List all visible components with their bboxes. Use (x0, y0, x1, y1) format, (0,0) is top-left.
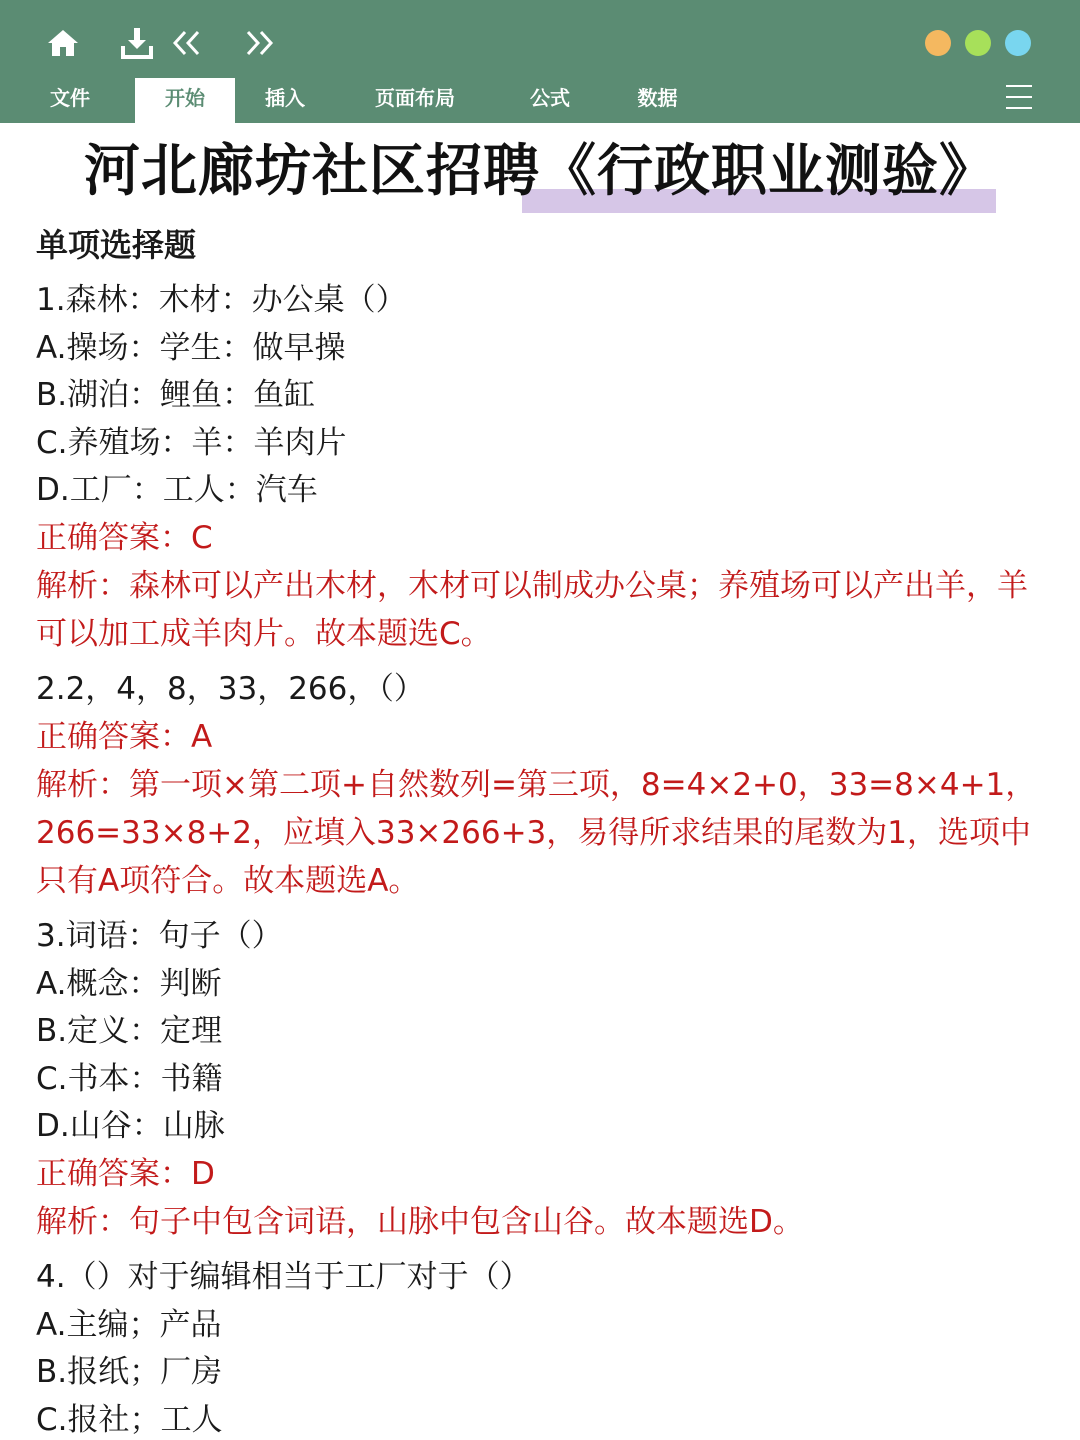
home-icon[interactable] (42, 22, 84, 64)
option-c: C.书本：书籍 (36, 1060, 223, 1097)
option-c: C.报社；工人 (36, 1401, 223, 1438)
document (0, 123, 1080, 1440)
menu-icon[interactable] (1006, 85, 1032, 118)
question-stem: 4.（）对于编辑相当于工厂对于（） (36, 1259, 531, 1295)
tab-insert[interactable]: 插入 (265, 86, 305, 110)
tab-formula[interactable]: 公式 (530, 86, 570, 110)
option-a: A.主编；产品 (36, 1306, 222, 1343)
analysis: 解析：森林可以产出木材，木材可以制成办公桌；养殖场可以产出羊，羊可以加工成羊肉片。故本题选C。 (36, 568, 1028, 652)
tab-data[interactable]: 数据 (637, 86, 678, 110)
window-dot-green[interactable] (965, 30, 991, 56)
section-heading: 单项选择题 (36, 226, 197, 264)
forward-icon[interactable] (238, 22, 280, 64)
option-a: A.操场：学生：做早操 (36, 329, 346, 366)
option-a: A.概念：判断 (36, 965, 222, 1002)
window-dot-blue[interactable] (1005, 30, 1031, 56)
option-c: C.养殖场：羊：羊肉片 (36, 424, 347, 461)
option-b: B.报纸；厂房 (36, 1354, 223, 1390)
question-stem: 3.词语：句子（） (36, 918, 283, 954)
correct-answer: 正确答案：C (36, 519, 213, 556)
question-stem: 1.森林：木材：办公桌（） (36, 282, 407, 318)
title-area (0, 137, 1080, 223)
question-stem: 2.2，4，8，33，266，（） (36, 671, 425, 707)
option-d: D.工厂：工人：汽车 (36, 472, 318, 508)
question-list (0, 223, 1080, 1440)
download-icon[interactable] (116, 22, 158, 64)
tab-home[interactable]: 开始 (135, 78, 235, 123)
correct-answer: 正确答案：A (36, 718, 213, 755)
tab-page-layout[interactable]: 页面布局 (375, 86, 455, 110)
window-dot-orange[interactable] (925, 30, 951, 56)
analysis: 解析：第一项×第二项+自然数列=第三项，8=4×2+0，33=8×4+1，266=33×8+2，应填入33×266+3，易得所求结果的尾数为1，选项中只有A项符合。故本题选A。 (36, 767, 1037, 899)
back-icon[interactable] (166, 22, 208, 64)
option-b: B.湖泊：鲤鱼：鱼缸 (36, 377, 316, 413)
tab-file[interactable]: 文件 (50, 86, 90, 110)
page-title: 河北廊坊社区招聘《行政职业测验》 (84, 139, 996, 204)
correct-answer: 正确答案：D (36, 1155, 215, 1192)
option-d: D.山谷：山脉 (36, 1108, 225, 1144)
option-b: B.定义：定理 (36, 1013, 223, 1049)
analysis: 解析：句子中包含词语，山脉中包含山谷。故本题选D。 (36, 1204, 804, 1240)
title-bar (0, 0, 1080, 123)
